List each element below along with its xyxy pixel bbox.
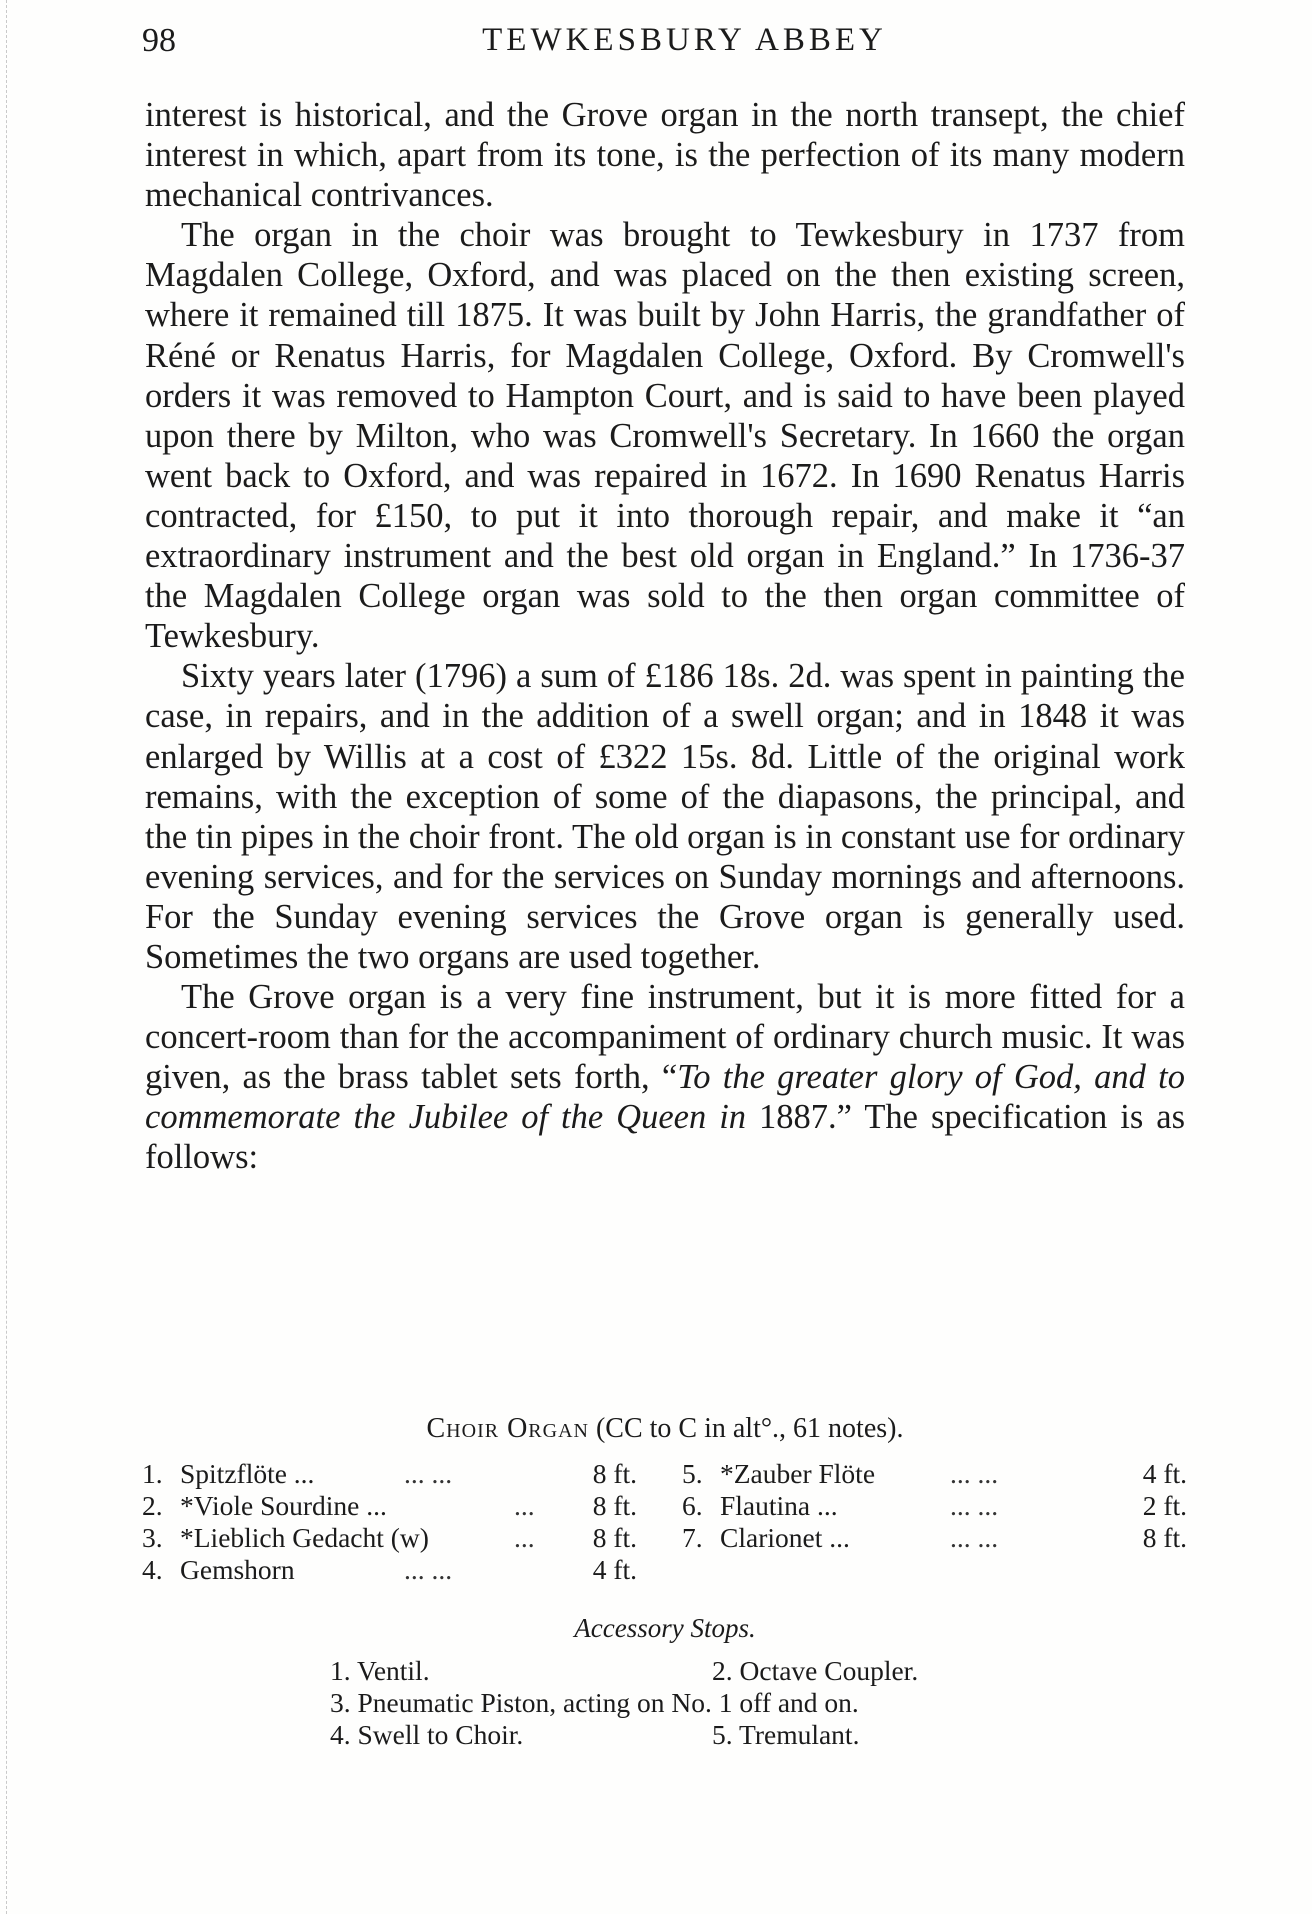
leader-dots: ... — [514, 1490, 535, 1521]
accessory-item: 3. Pneumatic Piston, acting on No. 1 off and on. — [330, 1687, 859, 1718]
stop-name: Spitzflöte ... — [180, 1458, 315, 1489]
stop-size: 4 ft. — [592, 1554, 637, 1585]
stop-row — [142, 1458, 1187, 1490]
accessory-stops-heading: Accessory Stops. — [574, 1613, 756, 1643]
paragraph-3: Sixty years later (1796) a sum of £186 18s. 2d. was spent in painting the case, in repairs, and in the addition of a swell organ; and in 1848 it was enlarged by Willis at a cost of £322 15s. 8d. Little of the original work remains, with the exception of some of the diapasons, the principal, and the tin pipes in the choir front. The old organ is in constant use for ordinary evening services, and for the services on Sunday mornings and afternoons. For the Sunday evening services the Grove organ is generally used. Sometimes the two organs are used together. — [145, 657, 1185, 976]
stop-row — [142, 1490, 1187, 1522]
paragraph-1: interest is historical, and the Grove organ in the north transept, the chief interest in which, apart from its tone, is the perfection of its many modern mechanical contrivances. — [145, 96, 1185, 215]
paragraph-4 — [145, 977, 1185, 1177]
stop-size: 8 ft. — [592, 1458, 637, 1489]
leader-dots: ... ... — [950, 1522, 999, 1553]
stop-entry — [142, 1458, 637, 1490]
page-edge — [6, 0, 7, 1914]
stop-entry — [682, 1490, 1187, 1522]
stop-size: 2 ft. — [1142, 1490, 1187, 1521]
stop-size: 8 ft. — [1142, 1522, 1187, 1553]
leader-dots: ... — [514, 1522, 535, 1553]
paragraph-4-start: The Grove organ is a very fine instrument, but it is more fitted for a concert-room than for the accompaniment of ordinary church music. It was given, as the brass tablet sets forth, “ — [145, 978, 1185, 1097]
dedication-quote: To the greater glory of God, and to commemorate the Jubilee of the Queen in — [145, 1058, 1185, 1137]
page-number: 98 — [142, 22, 176, 59]
stop-name: *Zauber Flöte — [720, 1458, 876, 1489]
stop-name: *Viole Sourdine ... — [180, 1490, 387, 1521]
leader-dots: ... ... — [950, 1458, 999, 1489]
stop-number: 1. — [142, 1458, 163, 1489]
leader-dots: ... ... — [404, 1554, 453, 1585]
stop-size: 4 ft. — [1142, 1458, 1187, 1489]
stop-row — [142, 1554, 1187, 1586]
stop-number: 7. — [682, 1522, 703, 1553]
stop-number: 6. — [682, 1490, 703, 1521]
accessory-item: 5. Tremulant. — [712, 1719, 860, 1750]
stop-size: 8 ft. — [592, 1522, 637, 1553]
running-title: TEWKESBURY ABBEY — [482, 22, 887, 58]
stop-number: 3. — [142, 1522, 163, 1553]
paragraph-4-end: ” The specification is as follows: — [145, 1098, 1185, 1177]
stop-entry — [142, 1554, 637, 1586]
stop-number: 4. — [142, 1554, 163, 1585]
stop-number: 5. — [682, 1458, 703, 1489]
accessory-item: 4. Swell to Choir. — [330, 1719, 524, 1750]
choir-stops-table — [142, 1458, 1187, 1586]
accessory-item: 2. Octave Coupler. — [712, 1655, 919, 1686]
leader-dots: ... ... — [950, 1490, 999, 1521]
stop-entry — [682, 1458, 1187, 1490]
leader-dots: ... ... — [404, 1458, 453, 1489]
stop-number: 2. — [142, 1490, 163, 1521]
accessory-item: 1. Ventil. — [330, 1655, 430, 1686]
body-text — [145, 95, 1185, 1178]
stop-name: *Lieblich Gedacht (w) — [180, 1522, 429, 1553]
paragraph-2: The organ in the choir was brought to Tewkesbury in 1737 from Magdalen College, Oxford, and was placed on the then existing screen, where it remained till 1875. It was built by John Harris, the grandfather of Réné or Renatus Harris, for Magdalen College, Oxford. By Cromwell's orders it was removed to Hampton Court, and is said to have been played upon there by Milton, who was Cromwell's Secretary. In 1660 the organ went back to Oxford, and was repaired in 1672. In 1690 Renatus Harris contracted, for £150, to put it into thorough repair, and make it “an extraordinary instrument and the best old organ in England.” In 1736-37 the Magdalen College organ was sold to the then organ committee of Tewkesbury. — [145, 216, 1185, 656]
choir-organ-title-caps: Choir Organ — [426, 1413, 589, 1444]
stop-size: 8 ft. — [592, 1490, 637, 1521]
running-head — [142, 22, 1187, 66]
stop-entry — [142, 1490, 637, 1522]
stop-name: Gemshorn — [180, 1554, 295, 1585]
choir-organ-compass: (CC to C in alt°., 61 notes). — [588, 1413, 904, 1444]
stop-entry — [682, 1522, 1187, 1554]
stop-row — [142, 1522, 1187, 1554]
stop-entry — [142, 1522, 637, 1554]
stop-name: Flautina ... — [720, 1490, 838, 1521]
choir-organ-title — [145, 1413, 1185, 1445]
dedication-year: 1887. — [746, 1098, 837, 1137]
stop-name: Clarionet ... — [720, 1522, 850, 1553]
